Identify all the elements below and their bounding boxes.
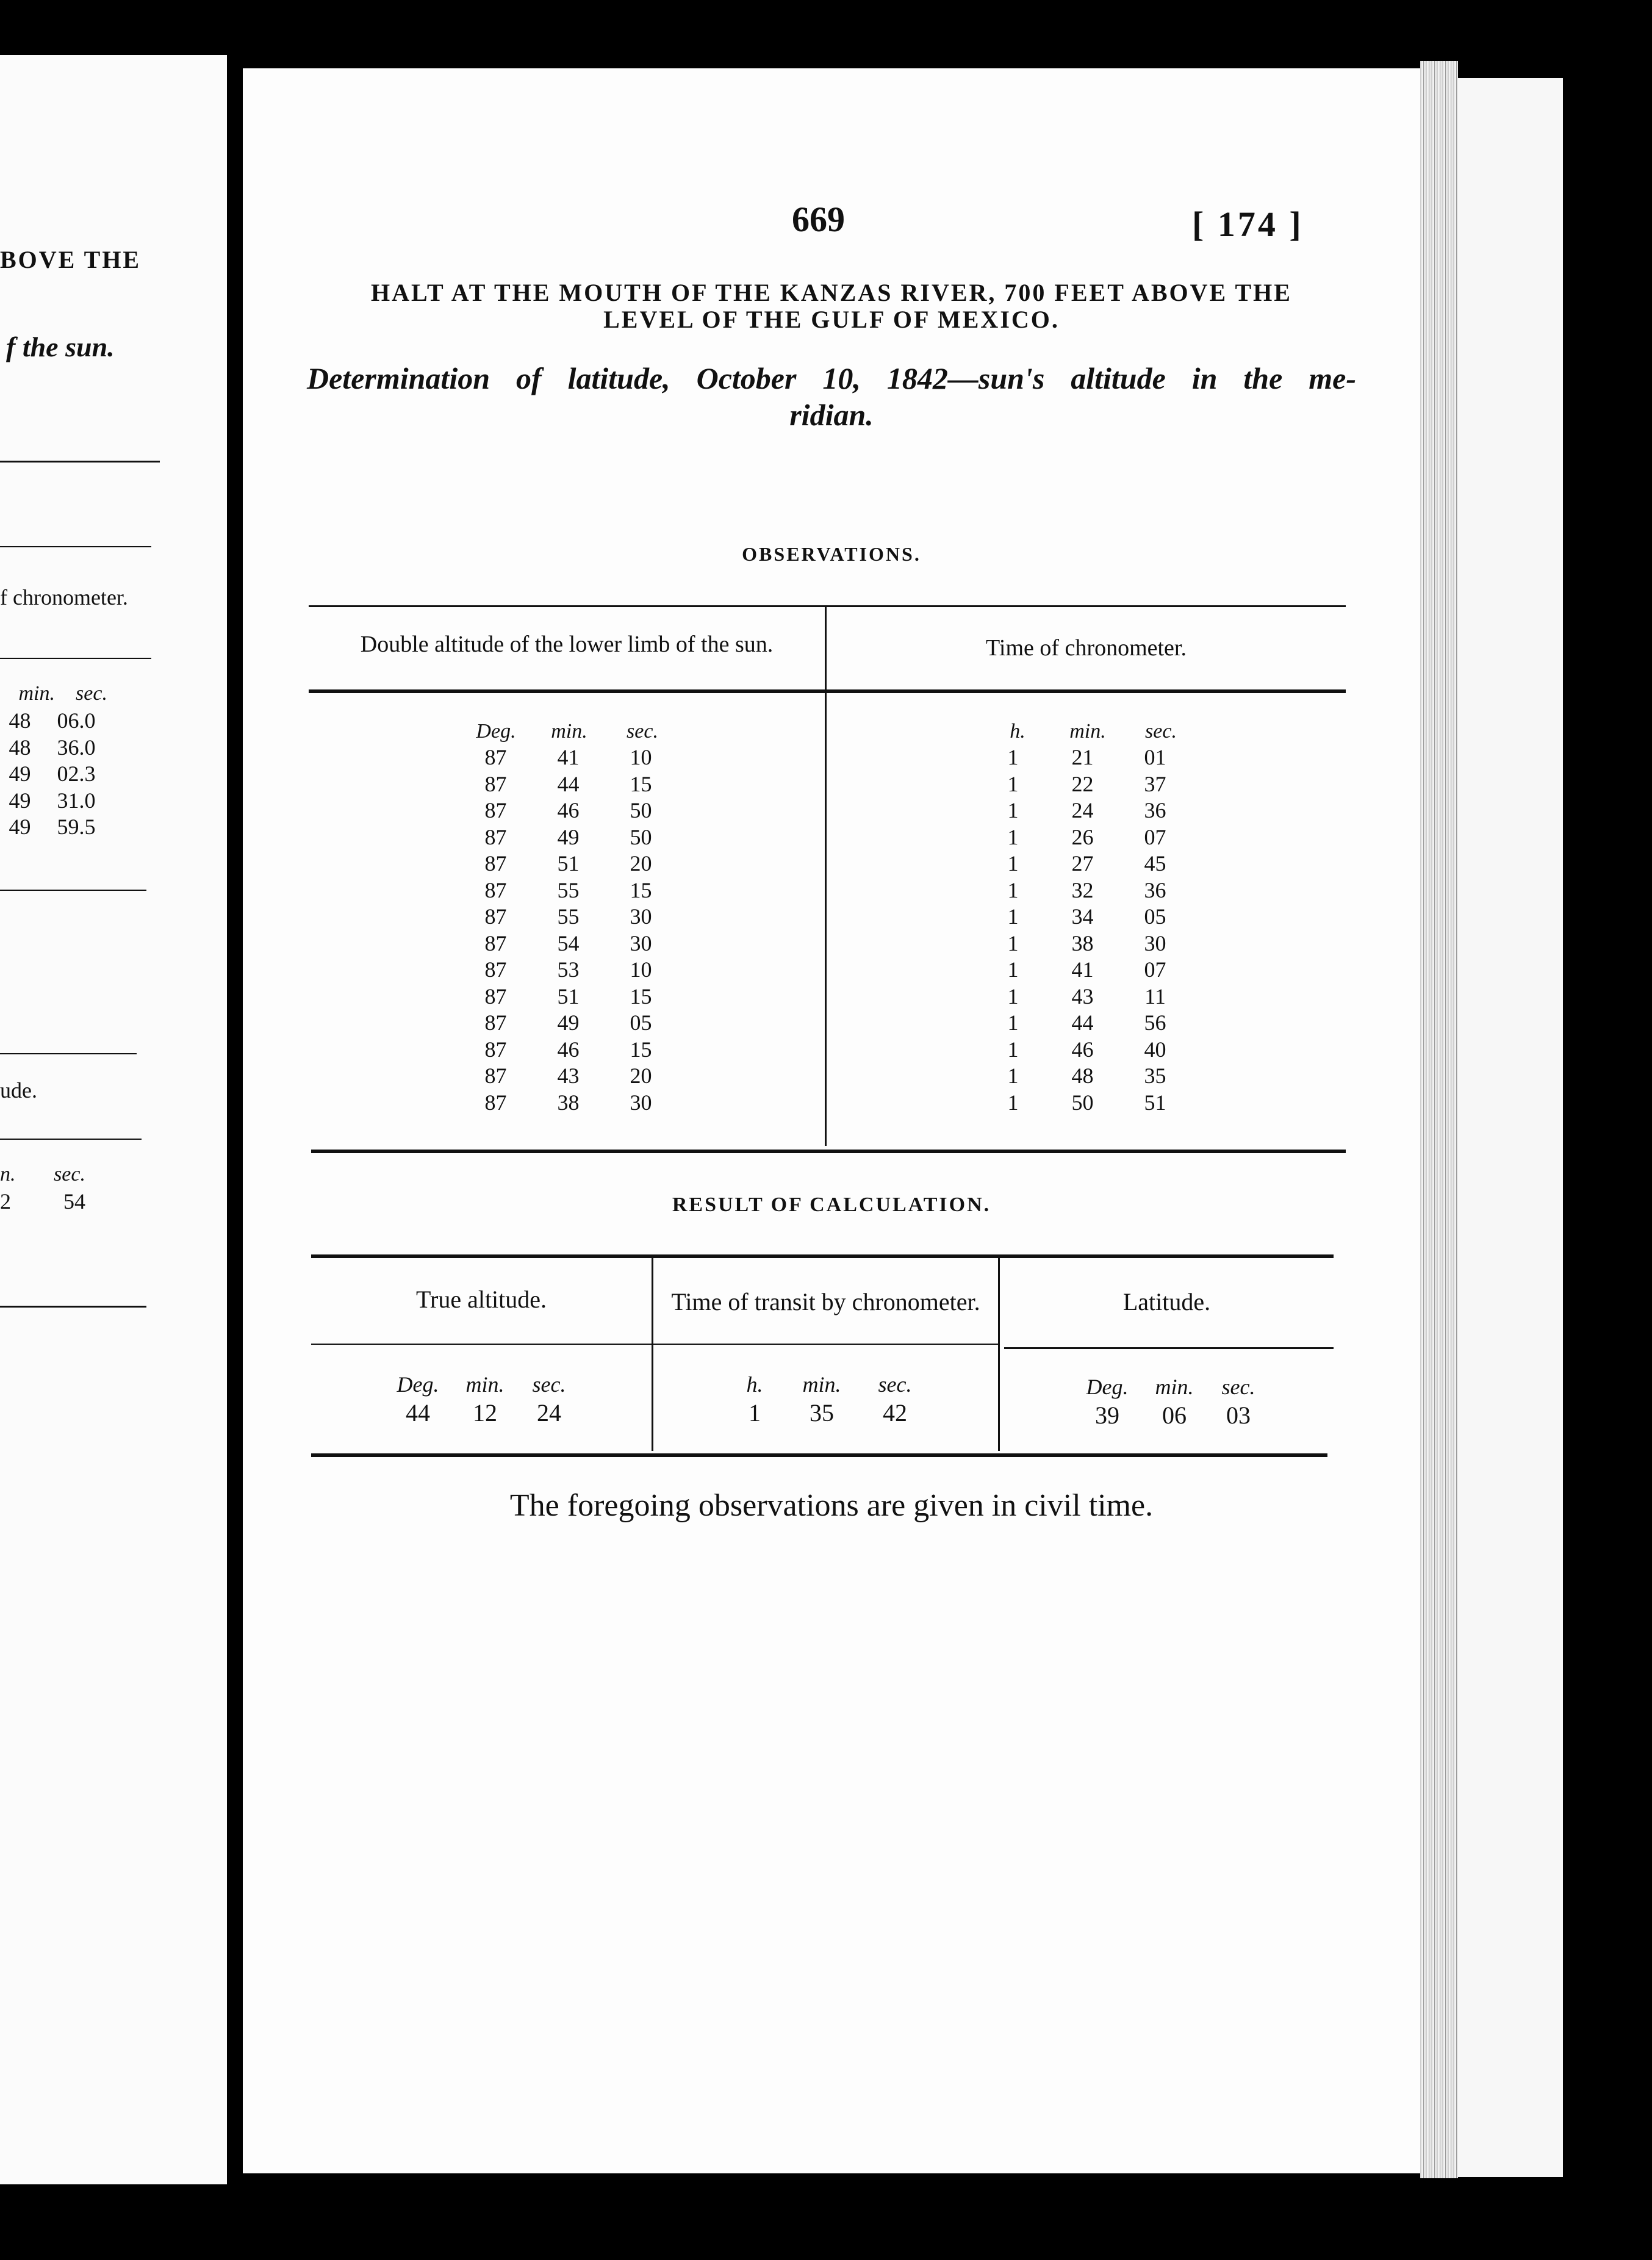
cell-sec: 30 bbox=[630, 904, 652, 929]
title bbox=[243, 279, 1420, 333]
cell-min: 49 bbox=[557, 824, 580, 849]
left-rule bbox=[0, 1139, 142, 1140]
subtitle bbox=[307, 360, 1356, 433]
cell-tmin: 22 bbox=[1071, 771, 1094, 796]
cell-deg: 87 bbox=[484, 798, 507, 822]
result-header-rule bbox=[311, 1344, 652, 1345]
left-units: min. sec. bbox=[18, 682, 107, 705]
left-data-rows: 48 06.0 48 36.0 49 02.3 49 31.0 49 59.5 bbox=[9, 708, 96, 839]
cell-h: 1 bbox=[1007, 904, 1019, 929]
transit-units: h. min. sec. bbox=[746, 1372, 912, 1397]
result-column-divider bbox=[998, 1257, 1000, 1451]
latitude-values: 39 06 03 bbox=[1095, 1402, 1251, 1429]
row-spacer bbox=[677, 877, 980, 904]
cell-deg: 87 bbox=[484, 1063, 507, 1088]
transit-values: 1 35 42 bbox=[749, 1399, 907, 1427]
bracket-page-number: [ 174 ] bbox=[1192, 204, 1304, 244]
cell-h: 1 bbox=[1007, 745, 1019, 769]
result-header-rule bbox=[1004, 1347, 1334, 1349]
cell-min: 44 bbox=[557, 771, 580, 796]
cell-deg: 87 bbox=[484, 904, 507, 929]
cell-min: 51 bbox=[557, 851, 580, 876]
cell-min: 38 bbox=[557, 1090, 580, 1115]
cell-tsec: 37 bbox=[1144, 771, 1166, 796]
cell-min: 43 bbox=[557, 1063, 580, 1088]
cell-deg: 87 bbox=[484, 930, 507, 955]
cell-sec: 30 bbox=[630, 930, 652, 955]
cell-h: 1 bbox=[1007, 1037, 1019, 1062]
observation-row bbox=[459, 1090, 1191, 1117]
document-page bbox=[243, 68, 1420, 2173]
cell-tsec: 07 bbox=[1144, 824, 1166, 849]
observation-row bbox=[459, 1037, 1191, 1063]
cell-sec: 15 bbox=[630, 1037, 652, 1062]
left-rule bbox=[0, 890, 146, 891]
row-spacer bbox=[677, 930, 980, 957]
cell-min: 46 bbox=[557, 1037, 580, 1062]
cell-min: 55 bbox=[557, 877, 580, 902]
page-number: 669 bbox=[792, 200, 845, 239]
result-top-rule bbox=[311, 1254, 1334, 1258]
header-rule bbox=[309, 689, 1346, 693]
cell-tmin: 27 bbox=[1071, 851, 1094, 876]
cell-deg: 87 bbox=[484, 851, 507, 876]
cell-tmin: 43 bbox=[1071, 984, 1094, 1009]
latitude-header: Latitude. bbox=[1122, 1288, 1211, 1315]
row-spacer bbox=[677, 904, 980, 930]
cell-min: 49 bbox=[557, 1010, 580, 1035]
cell-tsec: 11 bbox=[1144, 984, 1166, 1009]
cell-sec: 05 bbox=[630, 1010, 652, 1035]
cell-deg: 87 bbox=[484, 745, 507, 769]
cell-min: 46 bbox=[557, 798, 580, 822]
cell-tmin: 50 bbox=[1071, 1090, 1094, 1115]
row-spacer bbox=[677, 1010, 980, 1037]
cell-min: 53 bbox=[557, 957, 580, 982]
cell-tmin: 41 bbox=[1071, 957, 1094, 982]
cell-min: 55 bbox=[557, 904, 580, 929]
row-spacer bbox=[677, 771, 980, 798]
observation-row bbox=[459, 984, 1191, 1010]
cell-sec: 50 bbox=[630, 824, 652, 849]
cell-tsec: 36 bbox=[1144, 798, 1166, 822]
cell-tsec: 07 bbox=[1144, 957, 1166, 982]
observation-row bbox=[459, 797, 1191, 824]
true-altitude-values: 44 12 24 bbox=[406, 1399, 561, 1427]
left-lower-values: 2 54 bbox=[0, 1189, 85, 1214]
cell-h: 1 bbox=[1007, 798, 1019, 822]
observation-row bbox=[459, 904, 1191, 930]
cell-h: 1 bbox=[1007, 851, 1019, 876]
cell-min: 54 bbox=[557, 930, 580, 955]
cell-sec: 10 bbox=[630, 957, 652, 982]
left-lower-units: n. sec. bbox=[0, 1163, 85, 1186]
cell-h: 1 bbox=[1007, 877, 1019, 902]
cell-h: 1 bbox=[1007, 1063, 1019, 1088]
observation-row bbox=[459, 877, 1191, 904]
cell-h: 1 bbox=[1007, 1090, 1019, 1115]
observation-row bbox=[459, 771, 1191, 798]
observations-label: OBSERVATIONS. bbox=[742, 543, 921, 565]
cell-tsec: 40 bbox=[1144, 1037, 1166, 1062]
true-altitude-units: Deg. min. sec. bbox=[397, 1372, 566, 1397]
cell-sec: 15 bbox=[630, 984, 652, 1009]
cell-sec: 20 bbox=[630, 851, 652, 876]
cell-tmin: 24 bbox=[1071, 798, 1094, 822]
cell-deg: 87 bbox=[484, 824, 507, 849]
observation-row bbox=[459, 930, 1191, 957]
cell-deg: 87 bbox=[484, 984, 507, 1009]
cell-tmin: 38 bbox=[1071, 930, 1094, 955]
transit-header: Time of transit by chronometer. bbox=[671, 1288, 980, 1315]
cell-deg: 87 bbox=[484, 1090, 507, 1115]
result-header-rule bbox=[653, 1344, 998, 1345]
table-bottom-rule bbox=[311, 1150, 1346, 1153]
cell-min: 41 bbox=[557, 745, 580, 769]
cell-h: 1 bbox=[1007, 771, 1019, 796]
left-rule bbox=[0, 461, 160, 462]
cell-tsec: 01 bbox=[1144, 745, 1166, 769]
cell-tsec: 35 bbox=[1144, 1063, 1166, 1088]
title-line-2: LEVEL OF THE GULF OF MEXICO. bbox=[603, 306, 1060, 333]
table-top-rule bbox=[309, 605, 1346, 607]
cell-tsec: 30 bbox=[1144, 930, 1166, 955]
previous-page bbox=[0, 55, 227, 2184]
left-lower-header: ude. bbox=[0, 1078, 37, 1103]
cell-h: 1 bbox=[1007, 1010, 1019, 1035]
cell-deg: 87 bbox=[484, 1037, 507, 1062]
row-spacer bbox=[677, 744, 980, 771]
cell-min: 51 bbox=[557, 984, 580, 1009]
observation-row bbox=[459, 824, 1191, 851]
left-rule bbox=[0, 1306, 146, 1308]
cell-tsec: 36 bbox=[1144, 877, 1166, 902]
cell-sec: 30 bbox=[630, 1090, 652, 1115]
left-heading-fragment: BOVE THE bbox=[0, 246, 142, 273]
col1-units: Deg. min. sec. bbox=[476, 720, 658, 743]
cell-tsec: 45 bbox=[1144, 851, 1166, 876]
row-spacer bbox=[677, 957, 980, 984]
result-label: RESULT OF CALCULATION. bbox=[672, 1193, 991, 1216]
observation-row bbox=[459, 957, 1191, 984]
cell-h: 1 bbox=[1007, 957, 1019, 982]
latitude-units: Deg. min. sec. bbox=[1086, 1375, 1255, 1399]
cell-h: 1 bbox=[1007, 984, 1019, 1009]
cell-tsec: 51 bbox=[1144, 1090, 1166, 1115]
cell-tmin: 44 bbox=[1071, 1010, 1094, 1035]
col1-header: Double altitude of the lower limb of the sun. bbox=[360, 632, 774, 657]
cell-sec: 10 bbox=[630, 745, 652, 769]
row-spacer bbox=[677, 824, 980, 851]
row-spacer bbox=[677, 1090, 980, 1117]
cell-h: 1 bbox=[1007, 930, 1019, 955]
cell-tmin: 46 bbox=[1071, 1037, 1094, 1062]
title-line-1: HALT AT THE MOUTH OF THE KANZAS RIVER, 700 FEET ABOVE THE bbox=[371, 279, 1292, 306]
left-column-header: f chronometer. bbox=[0, 585, 128, 610]
cell-h: 1 bbox=[1007, 824, 1019, 849]
result-column-divider bbox=[652, 1257, 653, 1451]
left-italic-fragment: f the sun. bbox=[6, 331, 115, 362]
row-spacer bbox=[677, 1037, 980, 1063]
cell-tmin: 21 bbox=[1071, 745, 1094, 769]
row-spacer bbox=[677, 1063, 980, 1090]
cell-sec: 50 bbox=[630, 798, 652, 822]
cell-deg: 87 bbox=[484, 1010, 507, 1035]
cell-tsec: 56 bbox=[1144, 1010, 1166, 1035]
left-rule bbox=[0, 658, 151, 659]
result-bottom-rule bbox=[311, 1453, 1327, 1457]
cell-sec: 15 bbox=[630, 877, 652, 902]
page-edges bbox=[1420, 61, 1458, 2178]
col2-units: h. min. sec. bbox=[1010, 720, 1177, 743]
cell-tmin: 48 bbox=[1071, 1063, 1094, 1088]
row-spacer bbox=[677, 851, 980, 877]
back-cover bbox=[1458, 78, 1563, 2177]
cell-sec: 20 bbox=[630, 1063, 652, 1088]
observation-rows bbox=[459, 744, 1191, 1116]
cell-tmin: 32 bbox=[1071, 877, 1094, 902]
subtitle-line-1: Determination of latitude, October 10, 1842—sun's altitude in the me- bbox=[307, 361, 1356, 395]
cell-deg: 87 bbox=[484, 771, 507, 796]
row-spacer bbox=[677, 984, 980, 1010]
footer-note: The foregoing observations are given in civil time. bbox=[509, 1488, 1154, 1523]
cell-tsec: 05 bbox=[1144, 904, 1166, 929]
observation-row bbox=[459, 1010, 1191, 1037]
col2-header: Time of chronometer. bbox=[986, 635, 1187, 661]
cell-deg: 87 bbox=[484, 957, 507, 982]
cell-sec: 15 bbox=[630, 771, 652, 796]
cell-tmin: 34 bbox=[1071, 904, 1094, 929]
observation-row bbox=[459, 851, 1191, 877]
left-rule bbox=[0, 1053, 137, 1054]
subtitle-line-2: ridian. bbox=[789, 398, 874, 432]
observation-row bbox=[459, 1063, 1191, 1090]
cell-deg: 87 bbox=[484, 877, 507, 902]
left-rule bbox=[0, 546, 151, 547]
true-altitude-header: True altitude. bbox=[415, 1286, 547, 1313]
row-spacer bbox=[677, 797, 980, 824]
observation-row bbox=[459, 744, 1191, 771]
cell-tmin: 26 bbox=[1071, 824, 1094, 849]
